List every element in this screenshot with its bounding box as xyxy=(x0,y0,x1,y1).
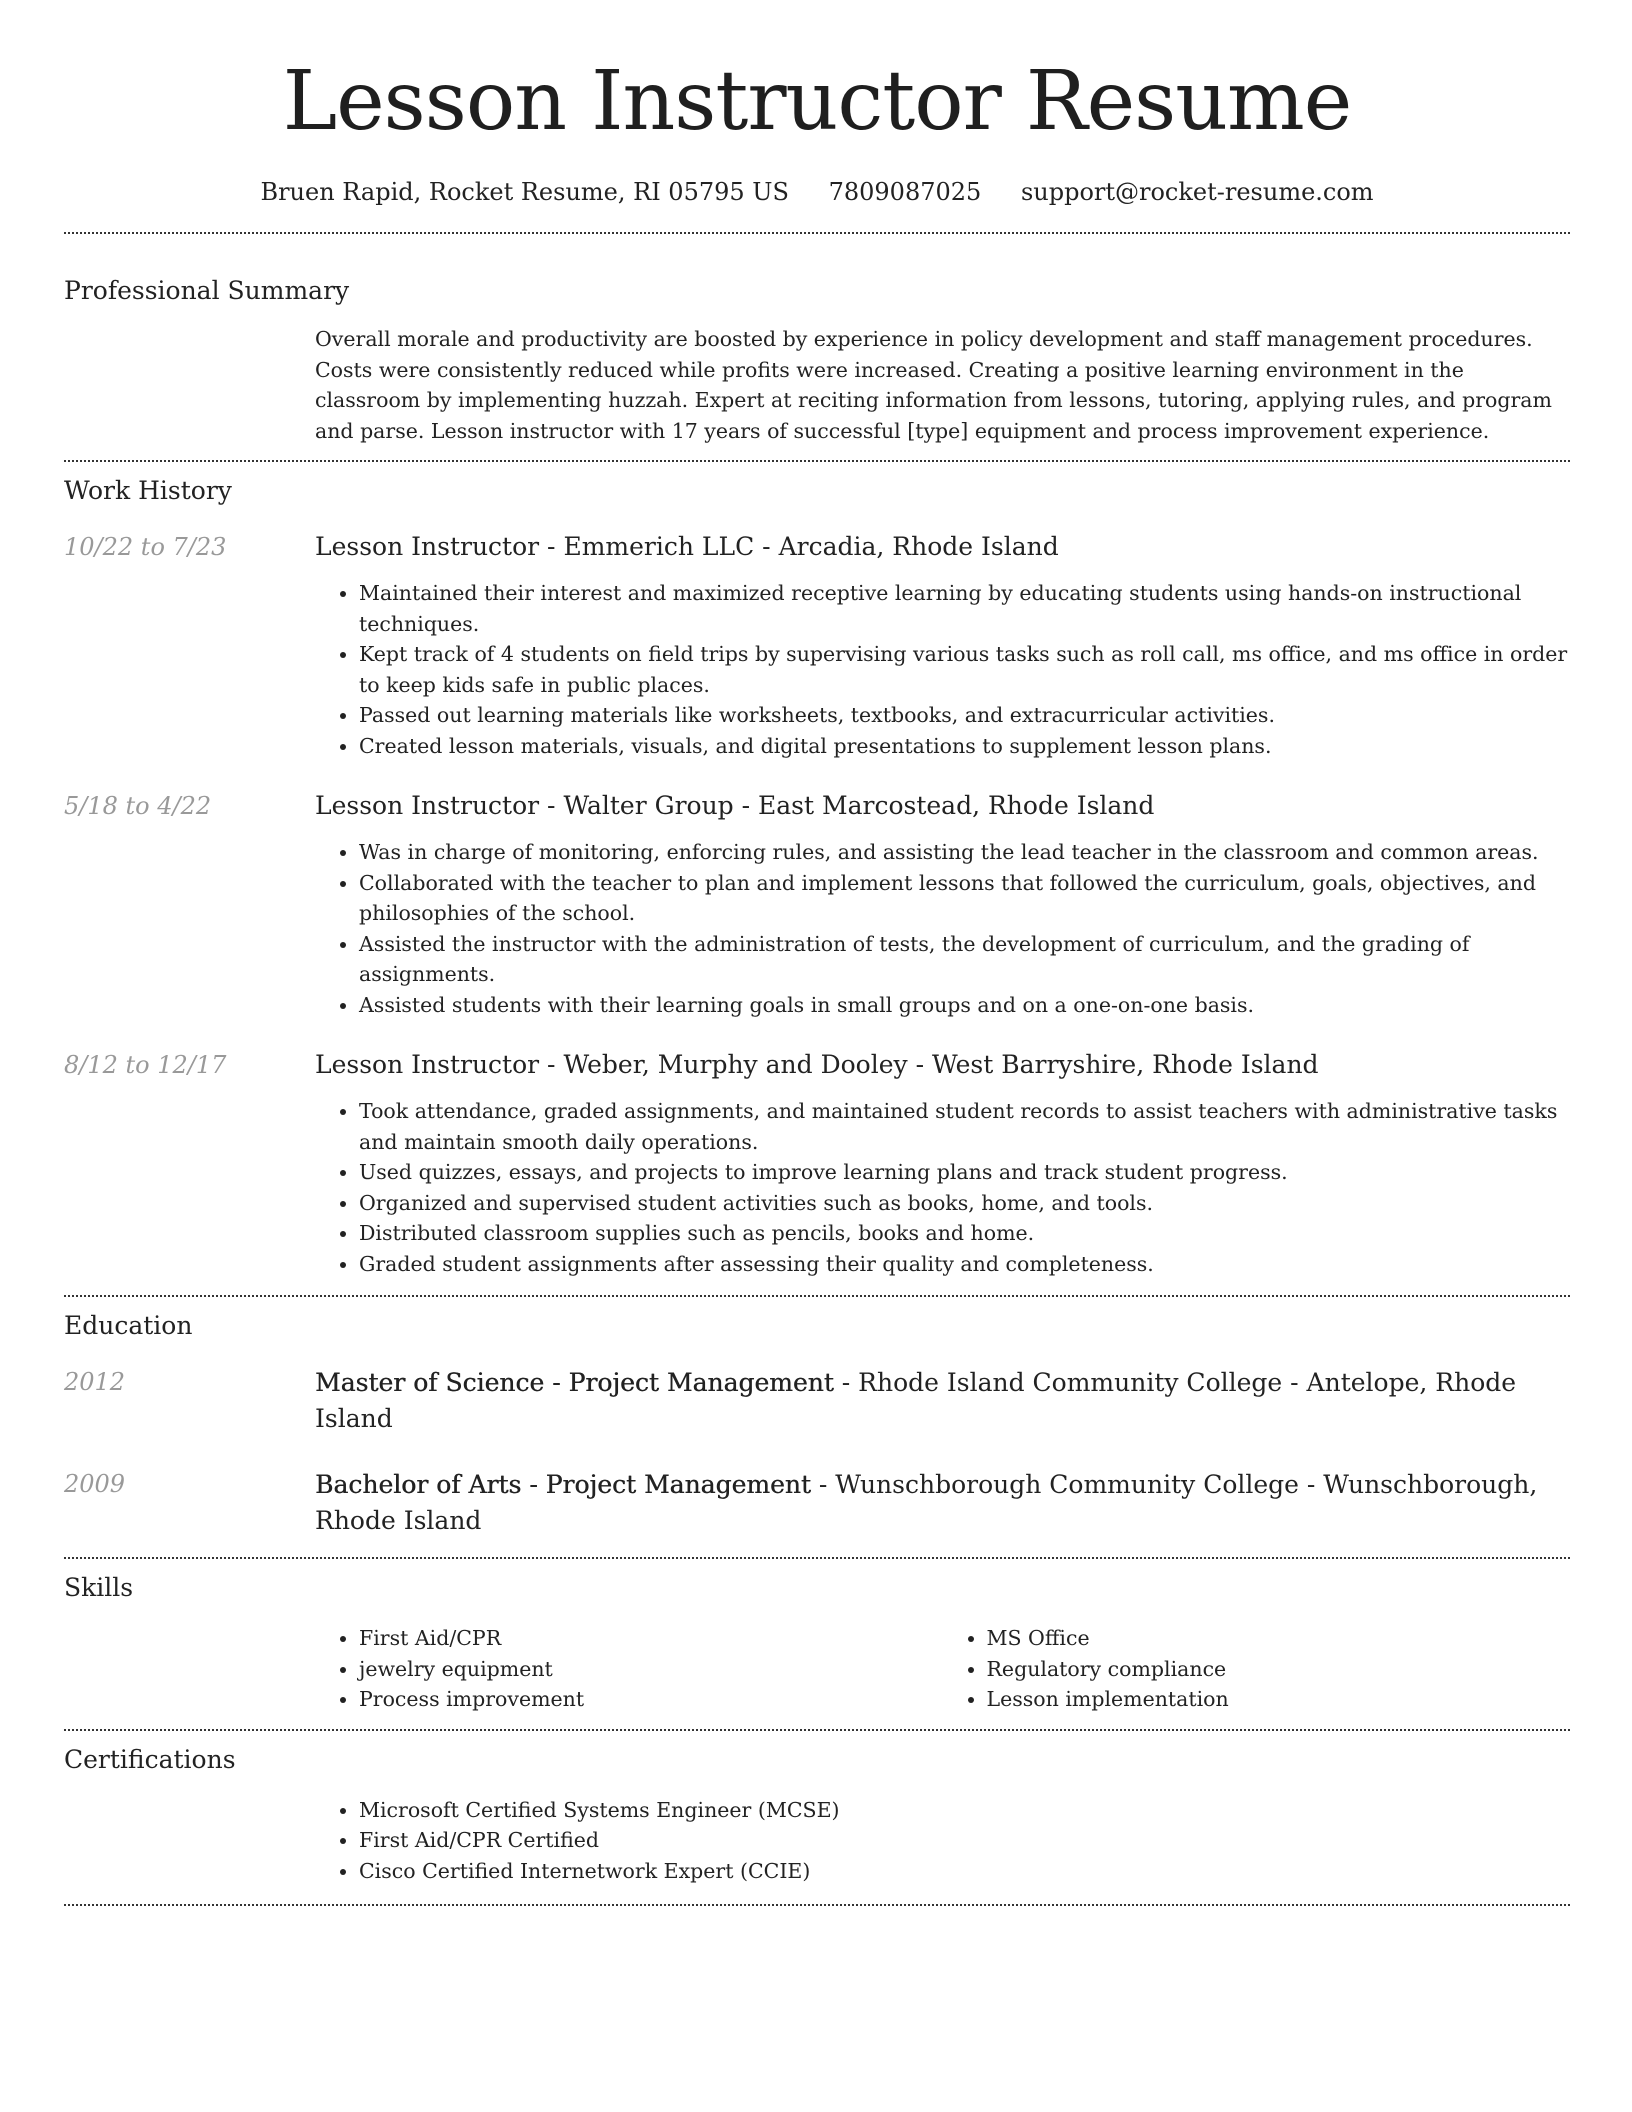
job-entry xyxy=(64,530,1570,761)
list-item: • First Aid/CPR Certified xyxy=(359,1825,1570,1856)
list-item: • jewelry equipment xyxy=(359,1654,943,1685)
job-dates: 10/22 to 7/23 xyxy=(64,533,227,561)
job-entry xyxy=(64,789,1570,1020)
education-entry xyxy=(64,1467,1570,1539)
list-item: • Took attendance, graded assignments, and maintained student records to assist teachers with administrative tasks and maintain smooth daily operations. xyxy=(359,1096,1570,1157)
summary-section xyxy=(64,274,1570,446)
divider xyxy=(64,460,1570,462)
contact-line xyxy=(64,176,1570,208)
job-bullets xyxy=(315,837,1570,1020)
resume-page xyxy=(64,0,1570,1906)
education-degree: Master of Science - Project Management xyxy=(315,1368,834,1397)
certifications-heading: Certifications xyxy=(64,1744,236,1774)
skills-heading: Skills xyxy=(64,1573,134,1602)
divider xyxy=(64,1729,1570,1731)
certifications-list xyxy=(315,1795,1570,1887)
job-dates: 5/18 to 4/22 xyxy=(64,792,212,820)
work-history-section xyxy=(64,474,1570,1279)
skills-list-right xyxy=(943,1623,1571,1715)
list-item: • Created lesson materials, visuals, and digital presentations to supplement lesson plans. xyxy=(359,731,1570,762)
list-item: • Assisted students with their learning goals in small groups and on a one-on-one basis. xyxy=(359,990,1570,1021)
education-degree: Bachelor of Arts - Project Management xyxy=(315,1470,811,1499)
job-title: Lesson Instructor - Weber, Murphy and Dooley - West Barryshire, Rhode Island xyxy=(315,1050,1319,1079)
education-school: - Rhode Island Community College - Antelope, Rhode Island xyxy=(315,1368,1517,1433)
divider xyxy=(64,1295,1570,1297)
summary-heading: Professional Summary xyxy=(64,276,350,305)
list-item: • Passed out learning materials like worksheets, textbooks, and extracurricular activities. xyxy=(359,700,1570,731)
certifications-section xyxy=(64,1743,1570,1887)
skills-list-left xyxy=(315,1623,943,1715)
list-item: • Maintained their interest and maximized receptive learning by educating students using hands-on instructional techniques. xyxy=(359,578,1570,639)
job-dates: 8/12 to 12/17 xyxy=(64,1051,227,1079)
contact-address: Bruen Rapid, Rocket Resume, RI 05795 US xyxy=(260,178,789,206)
list-item: • Collaborated with the teacher to plan and implement lessons that followed the curriculum, goals, objectives, and philosophies of the school. xyxy=(359,868,1570,929)
job-title: Lesson Instructor - Emmerich LLC - Arcadia, Rhode Island xyxy=(315,532,1059,561)
list-item: • Organized and supervised student activities such as books, home, and tools. xyxy=(359,1188,1570,1219)
education-school: - Wunschborough Community College - Wunschborough, Rhode Island xyxy=(315,1470,1538,1535)
education-year: 2009 xyxy=(64,1470,126,1498)
resume-title: Lesson Instructor Resume xyxy=(282,54,1352,149)
list-item: • Cisco Certified Internetwork Expert (CCIE) xyxy=(359,1856,1570,1887)
divider xyxy=(64,232,1570,234)
skills-section xyxy=(64,1571,1570,1715)
list-item: • Kept track of 4 students on field trips by supervising various tasks such as roll call, ms office, and ms office in order to keep kids safe in public places. xyxy=(359,639,1570,700)
list-item: • Was in charge of monitoring, enforcing rules, and assisting the lead teacher in the classroom and common areas. xyxy=(359,837,1570,868)
education-heading: Education xyxy=(64,1311,193,1340)
list-item: • Process improvement xyxy=(359,1684,943,1715)
divider xyxy=(64,1557,1570,1559)
list-item: • Graded student assignments after assessing their quality and completeness. xyxy=(359,1249,1570,1280)
contact-email: support@rocket-resume.com xyxy=(1020,178,1374,206)
job-bullets xyxy=(315,578,1570,761)
list-item: • Microsoft Certified Systems Engineer (MCSE) xyxy=(359,1795,1570,1826)
education-year: 2012 xyxy=(64,1368,126,1396)
list-item: • Used quizzes, essays, and projects to improve learning plans and track student progress. xyxy=(359,1157,1570,1188)
list-item: • Lesson implementation xyxy=(987,1684,1571,1715)
education-entry xyxy=(64,1365,1570,1437)
list-item: • Assisted the instructor with the administration of tests, the development of curriculum, and the grading of assignments. xyxy=(359,929,1570,990)
job-title: Lesson Instructor - Walter Group - East Marcostead, Rhode Island xyxy=(315,791,1155,820)
summary-text: Overall morale and productivity are boosted by experience in policy development and staff management procedures. Costs were consistently reduced while profits were increased. Creating a positive learning environment in the classroom by implementing huzzah. Expert at reciting information from lessons, tutoring, applying rules, and program and parse. Lesson instructor with 17 years of successful [type] equipment and process improvement experience. xyxy=(315,327,1552,443)
divider xyxy=(64,1904,1570,1906)
job-entry xyxy=(64,1048,1570,1279)
job-bullets xyxy=(315,1096,1570,1279)
work-history-heading: Work History xyxy=(64,476,232,505)
contact-phone: 7809087025 xyxy=(828,178,982,206)
list-item: • MS Office xyxy=(987,1623,1571,1654)
list-item: • Distributed classroom supplies such as pencils, books and home. xyxy=(359,1218,1570,1249)
list-item: • Regulatory compliance xyxy=(987,1654,1571,1685)
education-section xyxy=(64,1309,1570,1539)
list-item: • First Aid/CPR xyxy=(359,1623,943,1654)
